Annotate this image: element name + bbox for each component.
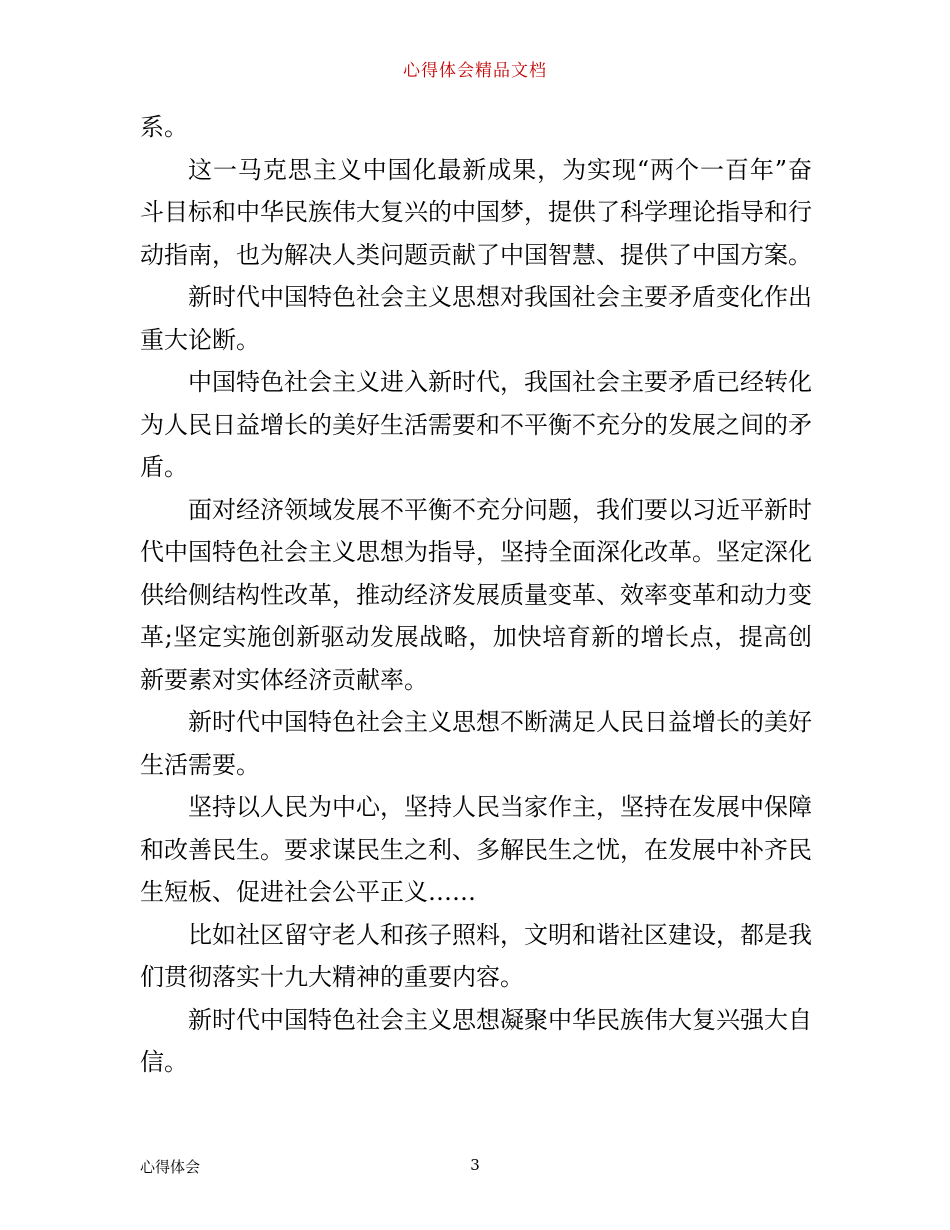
paragraph-2: 这一马克思主义中国化最新成果，为实现“两个一百年”奋斗目标和中华民族伟大复兴的中国梦，提供了科学理论指导和行动指南，也为解决人类问题贡献了中国智慧、提供了中国方案。 [140, 155, 812, 269]
paragraph-1: 系。 [140, 113, 188, 141]
paragraph-7: 坚持以人民为中心，坚持人民当家作主，坚持在发展中保障和改善民生。要求谋民生之利、多解民生之忧，在发展中补齐民生短板、促进社会公平正义…… [140, 793, 812, 906]
paragraph-9: 新时代中国特色社会主义思想凝聚中华民族伟大复兴强大自信。 [140, 1005, 812, 1076]
page-number: 3 [470, 1156, 480, 1174]
paragraph-5: 面对经济领域发展不平衡不充分问题，我们要以习近平新时代中国特色社会主义思想为指导，坚持全面深化改革。坚定深化供给侧结构性改革，推动经济发展质量变革、效率变革和动力变革;坚定实施创新驱动发展战略，加快培育新的增长点，提高创新要素对实体经济贡献率。 [140, 495, 812, 694]
paragraph-8: 比如社区留守老人和孩子照料，文明和谐社区建设，都是我们贯彻落实十九大精神的重要内容。 [140, 920, 812, 991]
paragraph-6: 新时代中国特色社会主义思想不断满足人民日益增长的美好生活需要。 [140, 708, 812, 779]
paragraph-4: 中国特色社会主义进入新时代，我国社会主要矛盾已经转化为人民日益增长的美好生活需要和不平衡不充分的发展之间的矛盾。 [140, 368, 812, 481]
paragraph-3: 新时代中国特色社会主义思想对我国社会主要矛盾变化作出重大论断。 [140, 283, 812, 354]
page-header-title: 心得体会精品文档 [403, 61, 547, 81]
document-body [140, 106, 812, 1084]
footer-label: 心得体会 [140, 1158, 201, 1176]
